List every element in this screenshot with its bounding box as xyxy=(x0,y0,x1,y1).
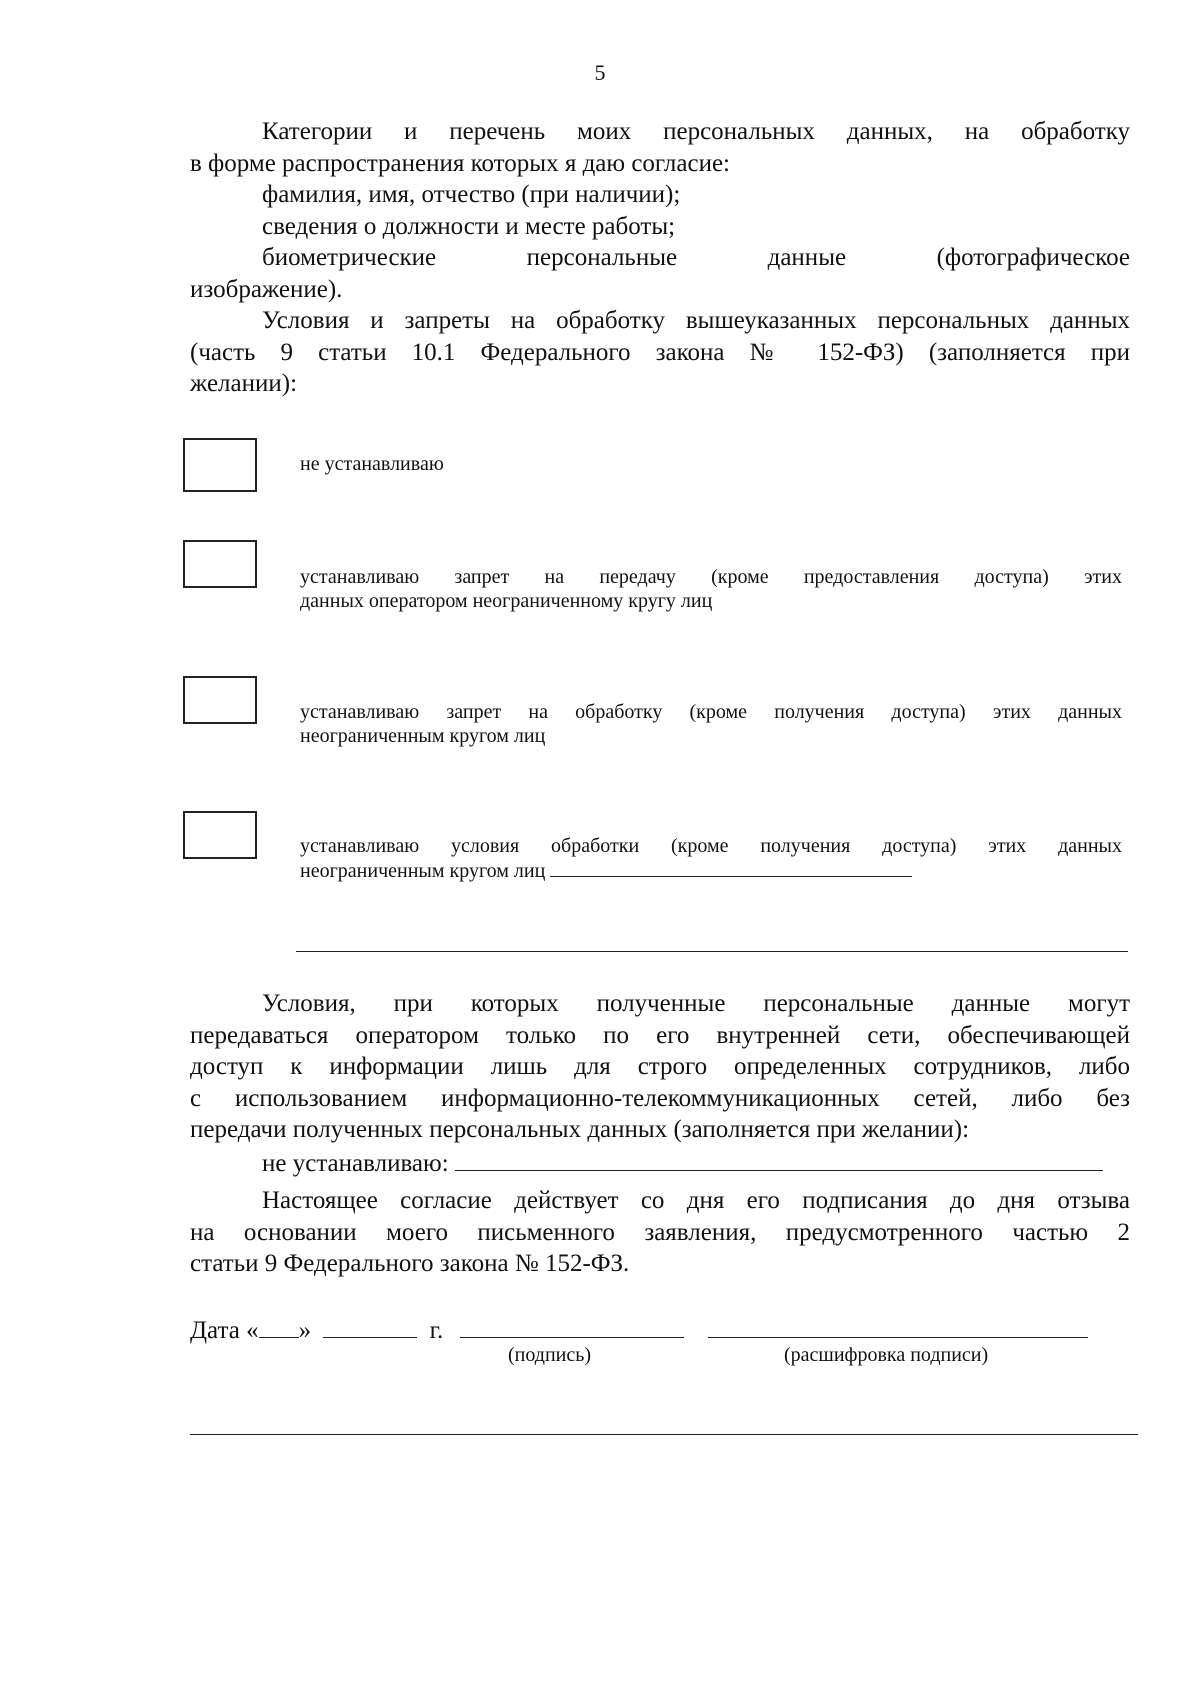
option-processing-conditions-line2 xyxy=(300,858,1122,883)
conditions-intro-line1: Условия и запреты на обработку вышеуказанных персональных данных xyxy=(262,307,1130,334)
option-transfer-ban-line1: устанавливаю запрет на передачу (кроме предоставления доступа) этих xyxy=(300,566,1122,588)
validity-line3: статьи 9 Федерального закона № 152-ФЗ. xyxy=(190,1250,630,1277)
option-transfer-ban-checkbox[interactable] xyxy=(183,540,257,588)
signature-row xyxy=(190,1313,1088,1345)
processing-conditions-blank[interactable] xyxy=(550,858,912,877)
conditions-intro-line3: желании): xyxy=(190,370,298,397)
categories-intro-line2: в форме распространения которых я даю согласие: xyxy=(190,149,730,177)
conditions-intro-line2: (часть 9 статьи 10.1 Федерального закона № 152-ФЗ) (заполняется при xyxy=(190,338,1130,366)
date-close: » xyxy=(298,1317,312,1344)
page-number: 5 xyxy=(594,60,606,85)
option-processing-ban-checkbox[interactable] xyxy=(183,676,257,724)
date-month-blank[interactable] xyxy=(323,1313,417,1338)
network-conditions-line1: Условия, при которых полученные персональные данные могут xyxy=(262,990,1130,1017)
option-processing-conditions-checkbox[interactable] xyxy=(183,811,257,859)
validity-line1: Настоящее согласие действует со дня его подписания до дня отзыва xyxy=(262,1187,1130,1214)
validity xyxy=(190,1185,1130,1280)
option-processing-ban-label xyxy=(300,700,1122,748)
network-conditions-line5: передачи полученных персональных данных (заполняется при желании): xyxy=(190,1116,970,1143)
bottom-rule xyxy=(190,1434,1138,1435)
biometric-line2: изображение). xyxy=(190,275,343,303)
year-suffix: г. xyxy=(429,1317,444,1344)
option-not-set-label xyxy=(300,452,1122,476)
biometric-line1: биометрические персональные данные (фотографическое xyxy=(262,244,1130,271)
categories-intro-line1: Категории и перечень моих персональных данных, на обработку xyxy=(262,118,1130,145)
signature-blank[interactable] xyxy=(460,1313,684,1338)
option-processing-ban-line1: устанавливаю запрет на обработку (кроме получения доступа) этих данных xyxy=(300,701,1122,723)
network-conditions-line4: с использованием информационно-телекоммуникационных сетей, либо без xyxy=(190,1084,1130,1112)
network-not-set-label: не устанавливаю: xyxy=(262,1149,449,1177)
signature-caption: (подпись) xyxy=(508,1344,592,1366)
processing-conditions-extra-line[interactable] xyxy=(296,951,1128,952)
network-conditions-line3: доступ к информации лишь для строго определенных сотрудников, либо xyxy=(190,1053,1130,1080)
item-position: сведения о должности и месте работы; xyxy=(262,212,676,240)
option-processing-ban-line2: неограниченным кругом лиц xyxy=(300,725,546,747)
option-processing-conditions-line2-text: неограниченным кругом лиц xyxy=(300,860,546,882)
network-not-set-row xyxy=(190,1146,1130,1178)
option-processing-conditions-label xyxy=(300,834,1122,883)
option-transfer-ban-label xyxy=(300,565,1122,613)
option-processing-conditions-line1: устанавливаю условия обработки (кроме получения доступа) этих данных xyxy=(300,835,1122,857)
decoding-caption: (расшифровка подписи) xyxy=(784,1344,989,1366)
option-transfer-ban-line2: данных оператором неограниченному кругу лиц xyxy=(300,590,713,612)
categories-intro xyxy=(190,116,1130,400)
validity-line2: на основании моего письменного заявления, предусмотренного частью 2 xyxy=(190,1218,1130,1246)
option-not-set-line1: не устанавливаю xyxy=(300,453,444,475)
network-conditions xyxy=(190,988,1130,1177)
item-name: фамилия, имя, отчество (при наличии); xyxy=(262,181,681,208)
option-not-set-checkbox[interactable] xyxy=(183,438,257,492)
date-label: Дата « xyxy=(190,1317,259,1344)
date-day-blank[interactable] xyxy=(259,1313,299,1338)
network-not-set-blank[interactable] xyxy=(455,1146,1103,1171)
network-conditions-line2: передаваться оператором только по его внутренней сети, обеспечивающей xyxy=(190,1021,1130,1049)
signature-decoding-blank[interactable] xyxy=(708,1313,1088,1338)
